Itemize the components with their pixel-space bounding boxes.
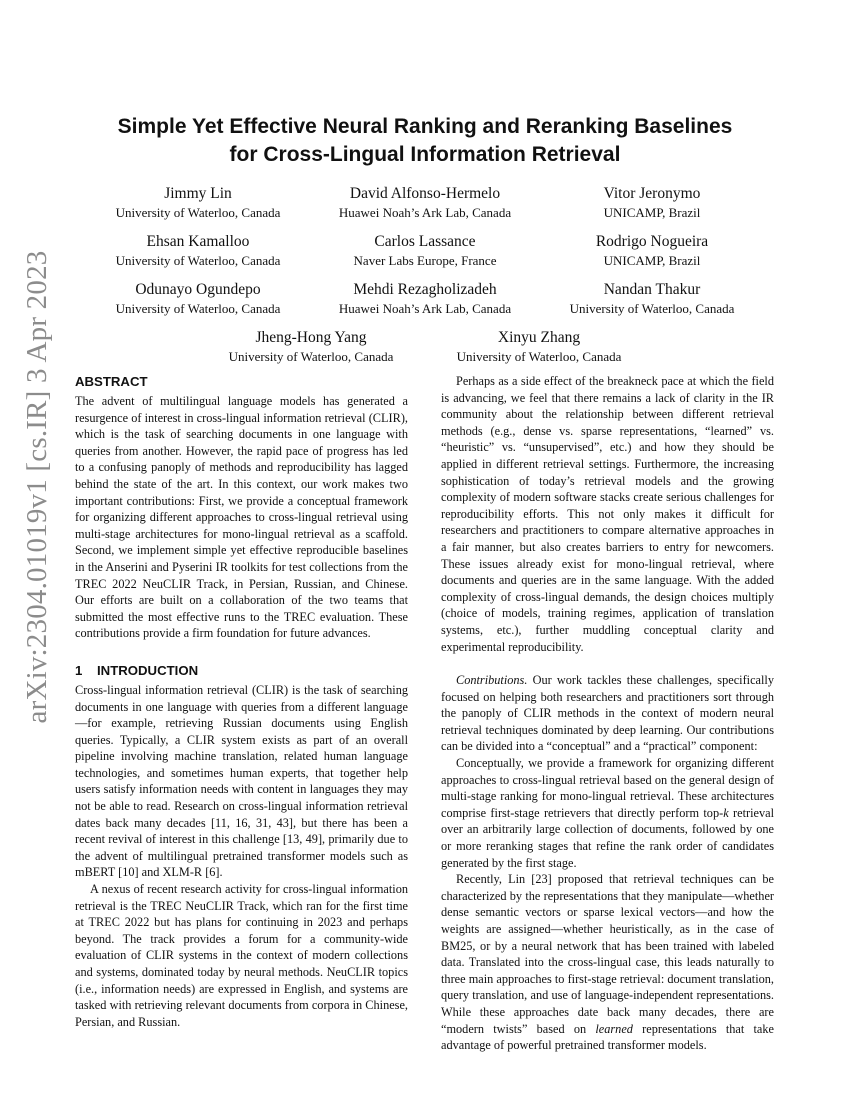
text-run: Recently, Lin [23] proposed that retrieval techniques can be characterized by the representations that they manipulate—whether dense semantic vectors or sparse lexical vectors—and how the weights are assigned—whether heuristically, as in the case of BM25, or by a neural network that has been trained with labeled data. Translated into the cross-lingual case, this leads naturally to three main approaches to first-stage retrieval: document translation, query translation, and use of language-independent representations. While these approaches date back many decades, there are “modern twists” based on: [441, 872, 774, 1036]
body-paragraph: [441, 755, 774, 871]
contributions-paragraph: [441, 672, 774, 755]
section-number: 1: [75, 662, 83, 678]
author-name: David Alfonso-Hermelo: [349, 185, 501, 202]
author-name: Jimmy Lin: [164, 185, 232, 202]
author-block: [399, 327, 679, 366]
author-affiliation: University of Waterloo, Canada: [228, 349, 394, 364]
title-line-2: for Cross-Lingual Information Retrieval: [229, 143, 621, 166]
author-name: Odunayo Ogundepo: [135, 281, 261, 298]
author-block: [512, 231, 792, 270]
right-column: [441, 373, 774, 1054]
title-line-1: Simple Yet Effective Neural Ranking and Reranking Baselines: [117, 115, 733, 138]
italic-run: k: [723, 805, 729, 820]
author-affiliation: Huawei Noah’s Ark Lab, Canada: [338, 205, 512, 220]
author-affiliation: Naver Labs Europe, France: [353, 253, 497, 268]
abstract-text: The advent of multilingual language models has generated a resurgence of interest in cross-lingual information retrieval (CLIR), which is the task of searching documents in one language with queries from another. However, the rapid pace of progress has led to a confusing panoply of methods and reproducibility has lagged behind the state of the art. In this context, our work makes two important contributions: First, we provide a conceptual framework for organizing different approaches to cross-lingual retrieval using multi-stage architectures for mono-lingual retrieval as a scaffold. Second, we implement simple yet effective reproducible baselines in the Anserini and Pyserini IR toolkits for test collections from the TREC 2022 NeuCLIR Track, in Persian, Russian, and Chinese. Our efforts are built on a collaboration of the two teams that submitted the most effective runs to the TREC evaluation. These contributions provide a firm foundation for future advances.: [75, 394, 408, 641]
author-name: Jheng-Hong Yang: [255, 329, 367, 346]
author-affiliation: University of Waterloo, Canada: [115, 301, 281, 316]
contributions-label: Contributions.: [456, 673, 528, 688]
italic-run: learned: [595, 1021, 633, 1036]
text-run: retrieval over an arbitrarily large collection of documents, followed by one or more reranking stages that refine the rank order of candidates generated by the first stage.: [441, 805, 774, 870]
author-name: Ehsan Kamalloo: [146, 233, 250, 250]
author-name: Nandan Thakur: [603, 281, 701, 298]
author-name: Xinyu Zhang: [497, 329, 581, 346]
author-affiliation: University of Waterloo, Canada: [115, 253, 281, 268]
introduction-paragraph: A nexus of recent research activity for cross-lingual information retrieval is the TREC NeuCLIR Track, which ran for the first time at TREC 2022 but has plans for continuing in 2023 and perhaps beyond. The track provides a forum for a community-wide evaluation of CLIR systems in the context of modern collections and systems, dominated today by neural methods. NeuCLIR topics (i.e., information needs) are expressed in English, and systems are tasked with retrieving relevant documents from corpora in Chinese, Persian, and Russian.: [75, 882, 408, 1029]
text-run: Conceptually, we provide a framework for organizing different approaches to cross-lingual retrieval based on the general design of multi-stage ranking for mono-lingual retrieval. These architectures comprise first-stage retrievers that directly perform top-: [441, 756, 774, 820]
text-run: representations that take advantage of powerful pretrained transformer models.: [441, 1021, 774, 1053]
author-block: [512, 279, 792, 318]
arxiv-identifier-stamp: arXiv:2304.01019v1 [cs.IR] 3 Apr 2023: [21, 250, 53, 724]
paper-title: [80, 113, 770, 169]
abstract-heading: ABSTRACT: [75, 374, 148, 389]
author-affiliation: UNICAMP, Brazil: [603, 205, 701, 220]
introduction-heading: [75, 662, 408, 680]
contributions-text: Our work tackles these challenges, specifically focused on helping both researchers and practitioners sort through the panoply of CLIR methods in the context of modern neural retrieval techniques dominated by deep learning. Our contributions can be divided into a “conceptual” and a “practical” component:: [441, 673, 774, 754]
author-name: Rodrigo Nogueira: [595, 233, 709, 250]
author-name: Carlos Lassance: [374, 233, 476, 250]
section-title: INTRODUCTION: [97, 662, 199, 678]
body-paragraph: Perhaps as a side effect of the breakneck pace at which the field is advancing, we feel that there remains a lack of clarity in the IR community about the relationship between different retrieval methods (e.g., dense vs. sparse representations, “learned” vs. “heuristic” vs. “unsupervised”, etc.) and how they should be applied in different retrieval settings. Furthermore, the increasing sophistication of today’s retrieval models and the growing complexity of modern software stacks create serious challenges for reproducibility efforts. This not only makes it difficult for researchers and practitioners to compare alternative approaches in a fair manner, but also creates barriers to entry for newcomers. These issues already exist for mono-lingual retrieval, where documents and queries are in the same language. With the added complexity of cross-lingual demands, the design choices multiply (choice of models, training regimes, application of translation systems, etc.), further muddling conceptual clarity and experimental reproducibility.: [441, 374, 774, 654]
body-paragraph: [441, 871, 774, 1054]
author-name: Vitor Jeronymo: [603, 185, 701, 202]
author-affiliation: University of Waterloo, Canada: [456, 349, 622, 364]
author-name: Mehdi Rezagholizadeh: [353, 281, 497, 298]
author-affiliation: University of Waterloo, Canada: [569, 301, 735, 316]
author-affiliation: Huawei Noah’s Ark Lab, Canada: [338, 301, 512, 316]
author-affiliation: University of Waterloo, Canada: [115, 205, 281, 220]
left-column: [75, 373, 408, 1030]
author-block: [512, 183, 792, 222]
author-affiliation: UNICAMP, Brazil: [603, 253, 701, 268]
introduction-paragraph: Cross-lingual information retrieval (CLIR) is the task of searching documents in one language with queries from a different language—for example, retrieving Russian documents using English queries. Typically, a CLIR system exists as part of an overall pipeline involving machine translation, related human language technologies, and sometimes human experts, that together help users satisfy information needs with content in languages they may not be able to read. Research on cross-lingual information retrieval dates back many decades [11, 16, 31, 43], but there has been a recent revival of interest in this challenge [13, 49], primarily due to the advent of multilingual pretrained transformer models such as mBERT [10] and XLM-R [6].: [75, 682, 408, 880]
